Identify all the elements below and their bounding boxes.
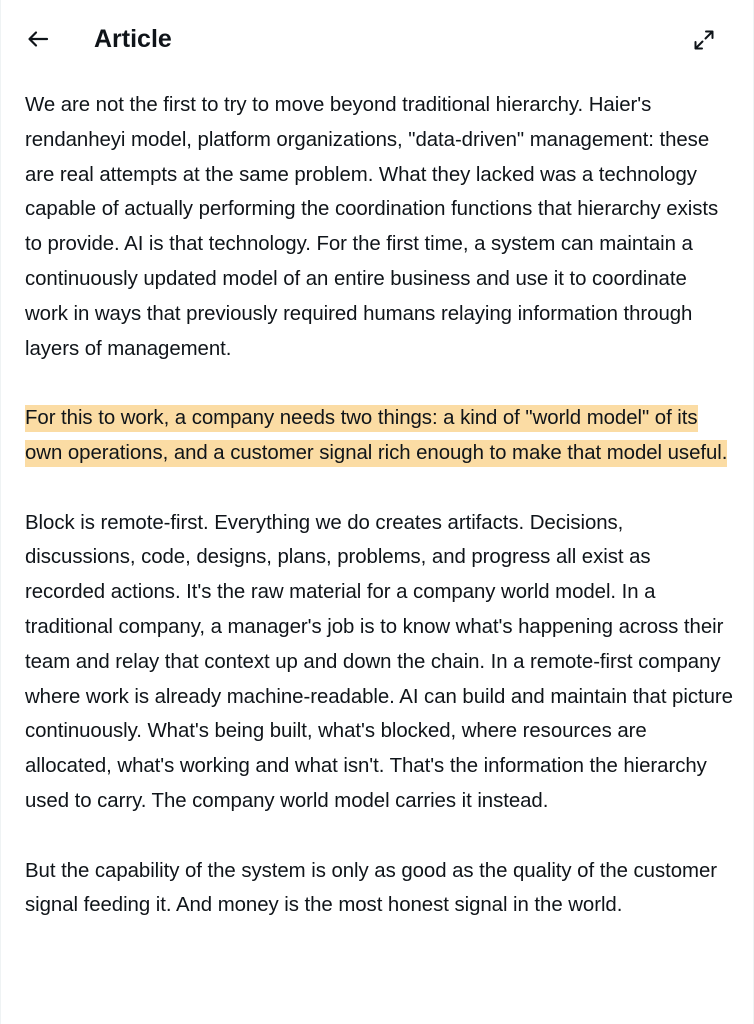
page-title: Article [94, 25, 172, 53]
expand-diagonal-icon [691, 27, 717, 53]
text-highlight: For this to work, a company needs two things: a kind of "world model" of its own operations, and a customer signal rich enough to make that model useful. [25, 405, 727, 467]
expand-button[interactable] [691, 27, 717, 53]
back-button[interactable] [23, 24, 53, 54]
header-bar [1, 0, 753, 78]
article-body [25, 88, 733, 958]
article-paragraph: We are not the first to try to move beyond traditional hierarchy. Haier's rendanheyi model, platform organizations, "data-driven" management: these are real attempts at the same problem. What they lacked was a technology capable of actually performing the coordination functions that hierarchy exists to provide. AI is that technology. For the first time, a system can maintain a continuously updated model of an entire business and use it to coordinate work in ways that previously required humans relaying information through layers of management. [25, 94, 719, 360]
arrow-left-icon [23, 24, 53, 54]
article-paragraph: Block is remote-first. Everything we do creates artifacts. Decisions, discussions, code, designs, plans, problems, and progress all exist as recorded actions. It's the raw material for a company world model. In a traditional company, a manager's job is to know what's happening across their team and relay that context up and down the chain. In a remote-first company where work is already machine-readable. AI can build and maintain that picture continuously. What's being built, what's blocked, where resources are allocated, what's working and what isn't. That's the information the hierarchy used to carry. The company world model carries it instead. [25, 511, 733, 812]
article-paragraph-highlighted[interactable] [25, 401, 733, 471]
article-paragraph: But the capability of the system is only as good as the quality of the customer signal feeding it. And money is the most honest signal in the world. [25, 859, 717, 917]
